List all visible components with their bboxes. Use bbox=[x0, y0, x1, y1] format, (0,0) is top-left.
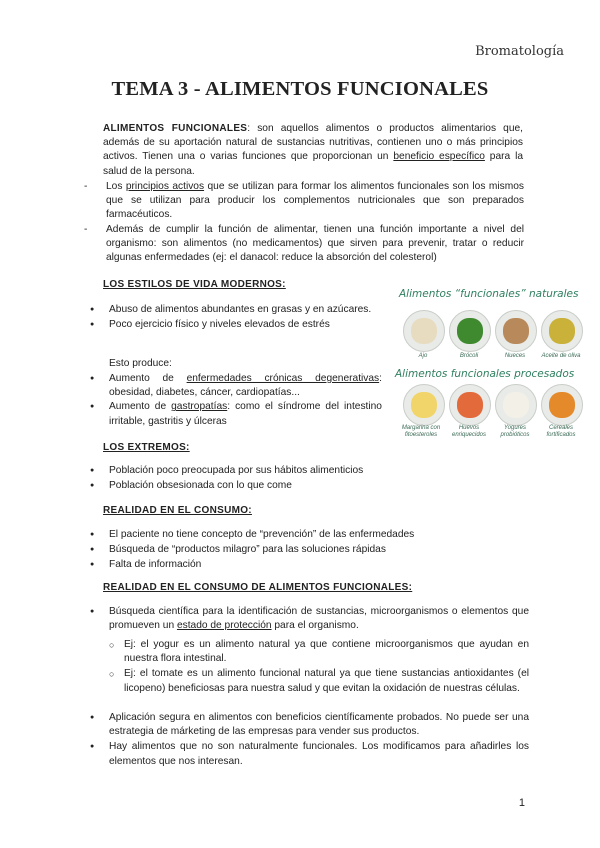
caption: Yogures probióticos bbox=[500, 425, 530, 438]
list-item: ○ Ej: el tomate es un alimento funcional natural ya que tiene sustancias antioxidantes (el licopeno) beneficiosas para nuestra salud y que evitan la oxidación de nuestras células. bbox=[124, 667, 529, 695]
caption: Brócoli bbox=[459, 353, 479, 359]
list-item: ● El paciente no tiene concepto de “prevención” de las enfermedades bbox=[109, 528, 529, 542]
caption: Cereales fortificados bbox=[546, 425, 576, 438]
page-title: TEMA 3 - ALIMENTOS FUNCIONALES bbox=[111, 78, 489, 100]
header-subject: Bromatología bbox=[475, 44, 564, 59]
section-heading-extremes: LOS EXTREMOS: bbox=[103, 442, 190, 453]
figure-title-natural: Alimentos “funcionales” naturales bbox=[399, 288, 579, 300]
yogurt-plate bbox=[495, 384, 537, 426]
functional-list-b bbox=[109, 711, 529, 769]
garlic-plate bbox=[403, 310, 445, 352]
walnuts-plate bbox=[495, 310, 537, 352]
walnut-icon bbox=[503, 318, 529, 344]
examples-list bbox=[124, 638, 529, 696]
list-item: ● Búsqueda científica para la identificación de sustancias, microorganismos o elementos que promueven un estado de protección para el organismo. bbox=[109, 605, 529, 633]
section-heading-modern-lifestyles: LOS ESTILOS DE VIDA MODERNOS: bbox=[103, 279, 286, 290]
caption: Nueces bbox=[504, 353, 526, 359]
extremes-list bbox=[109, 464, 529, 493]
intro-list bbox=[106, 180, 524, 265]
list-item: ● Población poco preocupada por sus hábitos alimenticios bbox=[109, 464, 529, 478]
eggs-plate bbox=[449, 384, 491, 426]
list-item: - Los principios activos que se utilizan para formar los alimentos funcionales son los mismos que se utilizan para producir los complementos nutricionales que son preparados farmacéuticos. bbox=[106, 180, 524, 223]
list-item: ○ Ej: el yogur es un alimento natural ya que contiene microorganismos que ayudan en nuestra flora intestinal. bbox=[124, 638, 529, 666]
caption: Margarina con fitoesteroles bbox=[401, 425, 441, 438]
lifestyle-list bbox=[109, 303, 382, 332]
caption: Huevos enriquecidos bbox=[451, 425, 487, 438]
page-number: 1 bbox=[518, 797, 525, 809]
garlic-icon bbox=[411, 318, 437, 344]
list-item: ● Población obsesionada con lo que come bbox=[109, 479, 529, 493]
margarine-plate bbox=[403, 384, 445, 426]
functional-list-a bbox=[109, 605, 529, 633]
caption: Aceite de oliva bbox=[541, 353, 581, 359]
eggs-icon bbox=[457, 392, 483, 418]
effects-list bbox=[109, 372, 382, 429]
intro-paragraph: ALIMENTOS FUNCIONALES: son aquellos alimentos o productos alimentarios que, además de su aportación natural de sustancias nutritivas, contienen uno o más principios activos. Tienen una o varias funciones que proporcionan un beneficio específico para la salud de la persona. bbox=[103, 123, 524, 177]
consumption-list bbox=[109, 528, 529, 573]
list-item: ● Falta de información bbox=[109, 558, 529, 572]
yogurt-icon bbox=[503, 392, 529, 418]
broccoli-icon bbox=[457, 318, 483, 344]
list-item: ● Hay alimentos que no son naturalmente funcionales. Los modificamos para añadirles los elementos que nos interesan. bbox=[109, 740, 529, 768]
figure-title-processed: Alimentos funcionales procesados bbox=[395, 368, 575, 380]
caption: Ajo bbox=[418, 353, 428, 359]
list-item: ● Abuso de alimentos abundantes en grasas y en azúcares. bbox=[109, 303, 382, 317]
produce-label: Esto produce: bbox=[109, 358, 172, 369]
list-item: ● Aumento de enfermedades crónicas degenerativas: obesidad, diabetes, cáncer, cardiopatías... bbox=[109, 372, 382, 400]
list-item: ● Poco ejercicio físico y niveles elevados de estrés bbox=[109, 318, 382, 332]
broccoli-plate bbox=[449, 310, 491, 352]
cereal-plate bbox=[541, 384, 583, 426]
intro-link: beneficio específico bbox=[393, 151, 485, 163]
olive-oil-icon bbox=[549, 318, 575, 344]
list-item: ● Aumento de gastropatías: como el síndrome del intestino irritable, gastritis y úlceras bbox=[109, 400, 382, 428]
functional-foods-illustration bbox=[393, 282, 591, 444]
intro-term: ALIMENTOS FUNCIONALES bbox=[103, 123, 248, 134]
cereal-icon bbox=[549, 392, 575, 418]
list-item: ● Búsqueda de “productos milagro” para las soluciones rápidas bbox=[109, 543, 529, 557]
margarine-icon bbox=[411, 392, 437, 418]
list-item: ● Aplicación segura en alimentos con beneficios científicamente probados. No puede ser una estrategia de márketing de las empresas para vender sus productos. bbox=[109, 711, 529, 739]
section-heading-consumption-reality: REALIDAD EN EL CONSUMO: bbox=[103, 505, 252, 516]
section-heading-functional-consumption: REALIDAD EN EL CONSUMO DE ALIMENTOS FUNCIONALES: bbox=[103, 582, 413, 593]
list-item: - Además de cumplir la función de alimentar, tienen una función importante a nivel del organismo: son alimentos (no medicamentos) que sirven para prevenir, tratar o reducir algunas enfermedades (ej: el danacol: reduce la absorción del colesterol) bbox=[106, 223, 524, 266]
olive-oil-plate bbox=[541, 310, 583, 352]
